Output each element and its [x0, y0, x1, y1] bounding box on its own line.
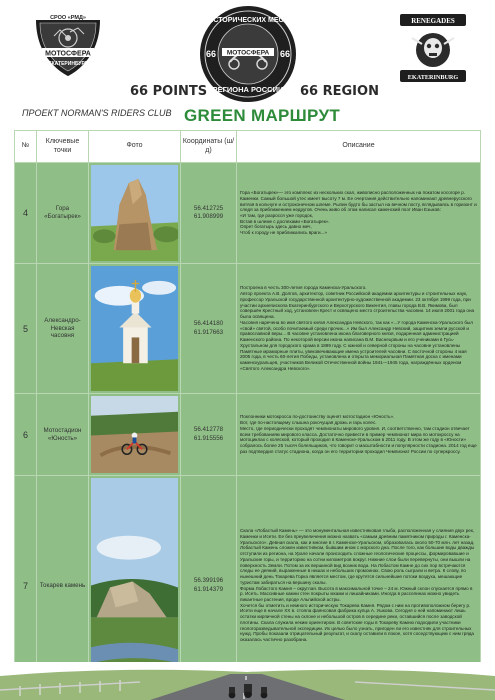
point-name: Токарев камень — [37, 476, 89, 696]
page-header — [0, 0, 495, 128]
region-label: 66 REGION — [300, 84, 379, 99]
route-table — [14, 130, 481, 696]
longitude-value: 61.914379 — [193, 585, 224, 593]
coordinates-cell — [181, 163, 237, 264]
description-text: Скала «Лобастый Камень» — это монументальная известняковая глыба, расположенная у слияния двух рек, Каменки и Исети. Ее без преувеличения можно назвать «самым древним памятником природы г. Каменска-Уральского». Девная скала, как и многие в г. Каменске-Уральском, образовалась около 50-70 млн. лет назад. Лобастый Камень сложен известняком, бывшим ином с морского дна. После того, как большие воды дважды отступили из региона, на Урале начали происходить сложные геологические процессы, формировавшие и Уральские горы, и территорию на сотни километров вокруг. Нижние слои были перевернуты, они вышли на поверхность Земли. Потом за их вершиной вид возник вода. На Лобастом Камне до сих пор встречаются следы ее деяний, выраженные в нишах и небольших промоинах. Свою роль сыграли и ветра. К слову, по нынешний день Токарева Горка является местом, где крутятся сильнейшие потоки воздуха, мешающие туристам забираться на вершину скалы. Форма Лобастого Камня – округлая. Высота в максимальной точке – 24 м. Южный склон спускается прямо в р. Исеть. Массивные камни стен покрыты мхами и лишайниками. Иногда в расселинах можно увидеть пикантные растения, вроде Альпийской астры. Хочется бы отметить и немного историческую Токарева Камня. Рядом с ним на противоположном берегу р. Исети еще в начале XX в. стояла фаянсовая фабрика купца А. Ушкова. Сегодня о ней напоминают лишь остатки кирпичной стены на склоне и небольшой остров в середине реки, оставшийся после заводской плотины. Скала служила неким ориентиром. В советские годы в Токареву Камню подходили участники геологоразведывательной экспедиции. Их целью было узнать, пригоден ли его известняк для строительных нужд. Пробы показали отрицательный результат, и скалу оставили в покое, хотя соседствующим с ним гряда оказалась частично разобрана. — [240, 528, 475, 643]
motocross-photo[interactable] — [91, 396, 178, 473]
description-cell — [237, 264, 481, 394]
point-name: Александро-Невская часовня — [37, 264, 89, 394]
longitude-value: 61.908999 — [193, 213, 224, 220]
coordinates-cell — [181, 264, 237, 394]
logo-left-name-text: МОТОСФЕРА — [45, 50, 91, 58]
longitude-value: 61.917663 — [193, 328, 224, 336]
historical-places-region-logo — [198, 4, 298, 104]
photo-cell — [89, 264, 181, 394]
route-title: GREEN МАРШРУТ — [184, 106, 341, 125]
logo-left-top-text: СРОО «РМД» — [50, 15, 86, 21]
point-name: Гора «Богатырек» — [37, 163, 89, 264]
description-cell — [237, 163, 481, 264]
row-number: 4 — [15, 163, 37, 264]
logo-center-top-text: ИСТОРИЧЕСКИХ МЕСТ — [208, 17, 288, 24]
latitude-value: 56.412778 — [193, 426, 224, 434]
column-header-key-points: Ключевые точки — [37, 131, 89, 163]
points-label: 66 POINTS — [130, 84, 208, 99]
rock-photo[interactable] — [91, 165, 178, 261]
description-cell — [237, 394, 481, 476]
latitude-value: 56.412725 — [193, 204, 224, 212]
latitude-value: 56.399196 — [193, 577, 224, 585]
photo-cell — [89, 394, 181, 476]
row-number: 6 — [15, 394, 37, 476]
row-number: 5 — [15, 264, 37, 394]
description-text: Гора «Богатырек»— это комплекс из нескольких скал, живописно расположенных на покатом косогоре р. Каменки. Самый большой утес имеет высоту 7 м. Ее очертания действительно напоминают древнерусского витязя в кольчуге и остроконечном шлеме. Рыпин будто бы застыл на вечном посту, вглядываясь в горизонт и следя за приближением недругов. Очень живо об этом написал каменский поэт Иван Езыков: «И там, где разросся уже городок, Встав в шлеме с доспехами «Богатырек». Опрет богатырь здесь давно меч, Чтоб к городу не приближались враги...» — [240, 190, 477, 236]
description-text: Поклонники мотокросса по-достоинству оценят мотостадион «Юность». Вот, где по-настоящему слышна рокочущая дрожь и гарь колес. Место, где периодически проходят чемпионаты мирового уровня. И, соответственно, там стадион отвечает всем требованиям мирового класса. Достаточно привести в пример чемпионат мира по мотокроссу на мотоциклах с коляской, который проходил в Каменске-Уральском в 2011 году. В этом же году в «Юности» собралось более 25 тысяч болельщиков, что говорит о масштабности и популярности стадиона. 2014 год еще раз подтвердил статус стадиона, когда он его территории проходил Чемпионат России по суперкроссу. — [240, 414, 477, 454]
column-header-coordinates: Координаты (ш/д) — [181, 131, 237, 163]
latitude-value: 56.414180 — [193, 320, 224, 328]
logo-center-name-text: МОТОСФЕРА — [226, 49, 270, 57]
description-text: Построена в честь 300-летия города Каменска-Уральского. Автор проекта А.В. Долгов, архитектор, советник Российской академии архитектуры и строительных наук, профессор Уральской государственной архитектурно-художественной академии. 23 октября 1999 года, при участии архиепископа Екатеринбургского и Верхотурского Викентия, главы города В.В. Якимова, был совершён Крестный ход, установлен Крест и освящено место строительства часовни. 14 июля 2001 года она была освящена. Часовня наречена во имя святого князя Александра Невского, так как «...У города Каменска-Уральского был «свой» святой, особо почитаемый среди прочих...» Им был Александр Невский, защитник земли русской и православной веры... В часовне установлена икона благоверного князя, подаренная администрацией Каменского района. По некоторой версии икона написана В.М. Васнецовым и его учениками в Гусь-Хрустальном для городского храма в 1899 году. С южной и северной стороны на часовне установлены Памятные мраморные плиты, увековечивающие имена устроителей часовни. С восточной стороны 4 мая 2005 года, в честь 60-летия Победы, установлена и открыта мемориальная Памятная доска с именами каменскуральцев, участников Великой Отечественной войны 1941—1945 года, награждённых орденом «Святого Александра Невского». — [240, 285, 475, 371]
logo-center-left-number: 66 — [205, 49, 217, 59]
table-header-row — [15, 131, 481, 163]
project-name: ПРОЕКТ NORMAN'S RIDERS CLUB — [22, 108, 172, 118]
tokarev-stone-photo[interactable] — [91, 478, 178, 693]
table-row — [15, 163, 481, 264]
longitude-value: 61.915556 — [193, 434, 224, 442]
table-row — [15, 394, 481, 476]
logo-right-bottom-text: EKATERINBURG — [407, 74, 459, 81]
row-number: 7 — [15, 476, 37, 696]
logo-left-bottom-text: ЕКАТЕРИНБУРГ — [48, 61, 88, 67]
column-header-photo: Фото — [89, 131, 181, 163]
logo-right-top-text: RENEGADES — [411, 17, 455, 25]
point-name: Мотостадион «Юность» — [37, 394, 89, 476]
column-header-description: Описание — [237, 131, 481, 163]
motosfera-ekaterinburg-logo — [30, 12, 106, 78]
road-banner-image — [0, 662, 495, 700]
logo-center-bottom-text: РЕГИОНА РОССИИ — [212, 85, 284, 94]
renegades-ekaterinburg-logo — [398, 12, 468, 84]
column-header-number: № — [15, 131, 37, 163]
chapel-photo[interactable] — [91, 266, 178, 391]
photo-cell — [89, 163, 181, 264]
table-row — [15, 264, 481, 394]
coordinates-cell — [181, 394, 237, 476]
logo-center-right-number: 66 — [279, 49, 291, 59]
